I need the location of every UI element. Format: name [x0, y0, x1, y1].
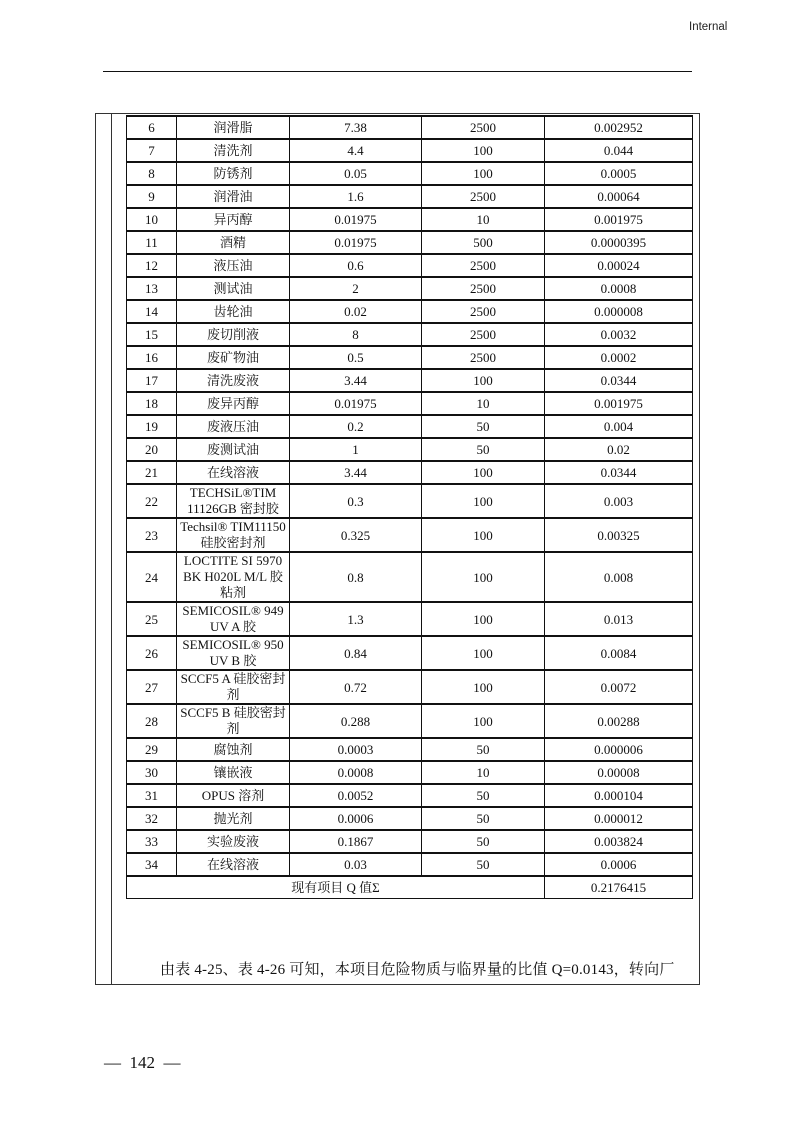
substance-name-cell: SCCF5 B 硅胶密封剂 [177, 704, 290, 738]
quantity-cell: 0.8 [290, 552, 422, 602]
ratio-cell: 0.00288 [545, 704, 693, 738]
row-number-cell: 26 [127, 636, 177, 670]
threshold-cell: 50 [422, 438, 545, 461]
substance-name-cell: 镶嵌液 [177, 761, 290, 784]
quantity-cell: 0.288 [290, 704, 422, 738]
substance-name-cell: 腐蚀剂 [177, 738, 290, 761]
row-number-cell: 30 [127, 761, 177, 784]
table-row [127, 162, 693, 185]
row-number-cell: 31 [127, 784, 177, 807]
ratio-cell: 0.0005 [545, 162, 693, 185]
threshold-cell: 50 [422, 415, 545, 438]
quantity-cell: 0.05 [290, 162, 422, 185]
row-number-cell: 13 [127, 277, 177, 300]
row-number-cell: 7 [127, 139, 177, 162]
ratio-cell: 0.0344 [545, 369, 693, 392]
total-label: 现有项目 Q 值Σ [127, 876, 545, 899]
row-number-cell: 28 [127, 704, 177, 738]
header-rule [103, 71, 692, 72]
threshold-cell: 2500 [422, 277, 545, 300]
table-row [127, 784, 693, 807]
ratio-cell: 0.0002 [545, 346, 693, 369]
substance-name-cell: 废异丙醇 [177, 392, 290, 415]
quantity-cell: 8 [290, 323, 422, 346]
quantity-cell: 0.5 [290, 346, 422, 369]
quantity-cell: 0.01975 [290, 208, 422, 231]
ratio-cell: 0.00024 [545, 254, 693, 277]
table-row [127, 518, 693, 552]
substance-name-cell: 齿轮油 [177, 300, 290, 323]
ratio-cell: 0.000008 [545, 300, 693, 323]
ratio-cell: 0.003 [545, 484, 693, 518]
substance-name-cell: 酒精 [177, 231, 290, 254]
row-number-cell: 19 [127, 415, 177, 438]
row-number-cell: 25 [127, 602, 177, 636]
row-number-cell: 10 [127, 208, 177, 231]
quantity-cell: 0.0052 [290, 784, 422, 807]
ratio-cell: 0.002952 [545, 116, 693, 139]
quantity-cell: 1.6 [290, 185, 422, 208]
substance-name-cell: SCCF5 A 硅胶密封剂 [177, 670, 290, 704]
ratio-cell: 0.013 [545, 602, 693, 636]
row-number-cell: 33 [127, 830, 177, 853]
substance-name-cell: 润滑油 [177, 185, 290, 208]
ratio-cell: 0.000104 [545, 784, 693, 807]
row-number-cell: 12 [127, 254, 177, 277]
row-number-cell: 6 [127, 116, 177, 139]
quantity-cell: 0.03 [290, 853, 422, 876]
table-row [127, 392, 693, 415]
ratio-cell: 0.0344 [545, 461, 693, 484]
threshold-cell: 2500 [422, 116, 545, 139]
table-row [127, 369, 693, 392]
threshold-cell: 50 [422, 830, 545, 853]
ratio-cell: 0.044 [545, 139, 693, 162]
quantity-cell: 0.0003 [290, 738, 422, 761]
ratio-cell: 0.004 [545, 415, 693, 438]
threshold-cell: 100 [422, 552, 545, 602]
table-row [127, 300, 693, 323]
table-row [127, 670, 693, 704]
row-number-cell: 22 [127, 484, 177, 518]
row-number-cell: 20 [127, 438, 177, 461]
quantity-cell: 0.6 [290, 254, 422, 277]
substance-name-cell: Techsil® TIM11150 硅胶密封剂 [177, 518, 290, 552]
ratio-cell: 0.001975 [545, 392, 693, 415]
threshold-cell: 2500 [422, 323, 545, 346]
quantity-cell: 0.0006 [290, 807, 422, 830]
threshold-cell: 50 [422, 784, 545, 807]
substance-name-cell: 在线溶液 [177, 853, 290, 876]
table-row [127, 484, 693, 518]
quantity-cell: 1 [290, 438, 422, 461]
classification-label: Internal [689, 21, 728, 33]
row-number-cell: 24 [127, 552, 177, 602]
substance-name-cell: 废切削液 [177, 323, 290, 346]
row-number-cell: 9 [127, 185, 177, 208]
threshold-cell: 100 [422, 139, 545, 162]
threshold-cell: 100 [422, 369, 545, 392]
ratio-cell: 0.02 [545, 438, 693, 461]
row-number-cell: 23 [127, 518, 177, 552]
table-row [127, 185, 693, 208]
quantity-cell: 0.02 [290, 300, 422, 323]
table-row [127, 830, 693, 853]
ratio-cell: 0.001975 [545, 208, 693, 231]
ratio-cell: 0.008 [545, 552, 693, 602]
table-row [127, 346, 693, 369]
ratio-cell: 0.0084 [545, 636, 693, 670]
quantity-cell: 0.2 [290, 415, 422, 438]
substance-name-cell: 液压油 [177, 254, 290, 277]
quantity-cell: 0.1867 [290, 830, 422, 853]
threshold-cell: 100 [422, 704, 545, 738]
table-row [127, 323, 693, 346]
row-number-cell: 27 [127, 670, 177, 704]
substance-name-cell: 润滑脂 [177, 116, 290, 139]
ratio-cell: 0.0032 [545, 323, 693, 346]
table-row [127, 438, 693, 461]
threshold-cell: 100 [422, 162, 545, 185]
quantity-cell: 3.44 [290, 369, 422, 392]
ratio-cell: 0.0072 [545, 670, 693, 704]
hazard-substance-table [126, 115, 693, 899]
row-number-cell: 14 [127, 300, 177, 323]
threshold-cell: 100 [422, 636, 545, 670]
row-number-cell: 21 [127, 461, 177, 484]
threshold-cell: 10 [422, 208, 545, 231]
substance-name-cell: 废液压油 [177, 415, 290, 438]
substance-name-cell: 废矿物油 [177, 346, 290, 369]
threshold-cell: 10 [422, 761, 545, 784]
threshold-cell: 2500 [422, 185, 545, 208]
ratio-cell: 0.0006 [545, 853, 693, 876]
threshold-cell: 100 [422, 461, 545, 484]
ratio-cell: 0.00064 [545, 185, 693, 208]
quantity-cell: 7.38 [290, 116, 422, 139]
ratio-cell: 0.0000395 [545, 231, 693, 254]
threshold-cell: 2500 [422, 346, 545, 369]
quantity-cell: 0.01975 [290, 392, 422, 415]
ratio-cell: 0.000006 [545, 738, 693, 761]
threshold-cell: 100 [422, 670, 545, 704]
table-row [127, 116, 693, 139]
row-number-cell: 29 [127, 738, 177, 761]
ratio-cell: 0.003824 [545, 830, 693, 853]
table-row [127, 636, 693, 670]
row-number-cell: 16 [127, 346, 177, 369]
row-number-cell: 17 [127, 369, 177, 392]
substance-name-cell: SEMICOSIL® 950 UV B 胶 [177, 636, 290, 670]
substance-name-cell: 抛光剂 [177, 807, 290, 830]
table-row [127, 807, 693, 830]
substance-name-cell: 清洗剂 [177, 139, 290, 162]
row-number-cell: 32 [127, 807, 177, 830]
ratio-cell: 0.00325 [545, 518, 693, 552]
threshold-cell: 2500 [422, 254, 545, 277]
substance-name-cell: 清洗废液 [177, 369, 290, 392]
substance-name-cell: 防锈剂 [177, 162, 290, 185]
table-row [127, 415, 693, 438]
threshold-cell: 2500 [422, 300, 545, 323]
quantity-cell: 0.84 [290, 636, 422, 670]
table-row [127, 254, 693, 277]
threshold-cell: 50 [422, 807, 545, 830]
threshold-cell: 500 [422, 231, 545, 254]
substance-name-cell: 实验废液 [177, 830, 290, 853]
quantity-cell: 0.72 [290, 670, 422, 704]
quantity-cell: 0.01975 [290, 231, 422, 254]
substance-name-cell: SEMICOSIL® 949 UV A 胶 [177, 602, 290, 636]
table-row [127, 552, 693, 602]
substance-name-cell: 测试油 [177, 277, 290, 300]
table-row [127, 461, 693, 484]
row-number-cell: 11 [127, 231, 177, 254]
threshold-cell: 100 [422, 602, 545, 636]
table-row [127, 208, 693, 231]
substance-name-cell: TECHSiL®TIM 11126GB 密封胶 [177, 484, 290, 518]
body-paragraph: 由表 4-25、表 4-26 可知，本项目危险物质与临界量的比值 Q=0.0143，转向厂 [160, 962, 675, 978]
threshold-cell: 50 [422, 853, 545, 876]
row-number-cell: 34 [127, 853, 177, 876]
quantity-cell: 0.0008 [290, 761, 422, 784]
page-number: — 142 — [104, 1053, 181, 1072]
total-value: 0.2176415 [545, 876, 693, 899]
quantity-cell: 0.325 [290, 518, 422, 552]
substance-name-cell: LOCTITE SI 5970 BK H020L M/L 胶粘剂 [177, 552, 290, 602]
table-row [127, 738, 693, 761]
row-number-cell: 18 [127, 392, 177, 415]
table-row [127, 231, 693, 254]
table-row [127, 761, 693, 784]
substance-name-cell: 异丙醇 [177, 208, 290, 231]
threshold-cell: 10 [422, 392, 545, 415]
quantity-cell: 3.44 [290, 461, 422, 484]
table-row [127, 139, 693, 162]
frame-divider [111, 113, 112, 985]
threshold-cell: 100 [422, 484, 545, 518]
total-row [127, 876, 693, 899]
table-row [127, 853, 693, 876]
table-row [127, 704, 693, 738]
row-number-cell: 8 [127, 162, 177, 185]
ratio-cell: 0.00008 [545, 761, 693, 784]
quantity-cell: 1.3 [290, 602, 422, 636]
table-row [127, 602, 693, 636]
ratio-cell: 0.000012 [545, 807, 693, 830]
threshold-cell: 50 [422, 738, 545, 761]
threshold-cell: 100 [422, 518, 545, 552]
table-row [127, 277, 693, 300]
substance-name-cell: 在线溶液 [177, 461, 290, 484]
quantity-cell: 4.4 [290, 139, 422, 162]
row-number-cell: 15 [127, 323, 177, 346]
substance-name-cell: OPUS 溶剂 [177, 784, 290, 807]
quantity-cell: 0.3 [290, 484, 422, 518]
ratio-cell: 0.0008 [545, 277, 693, 300]
substance-name-cell: 废测试油 [177, 438, 290, 461]
quantity-cell: 2 [290, 277, 422, 300]
